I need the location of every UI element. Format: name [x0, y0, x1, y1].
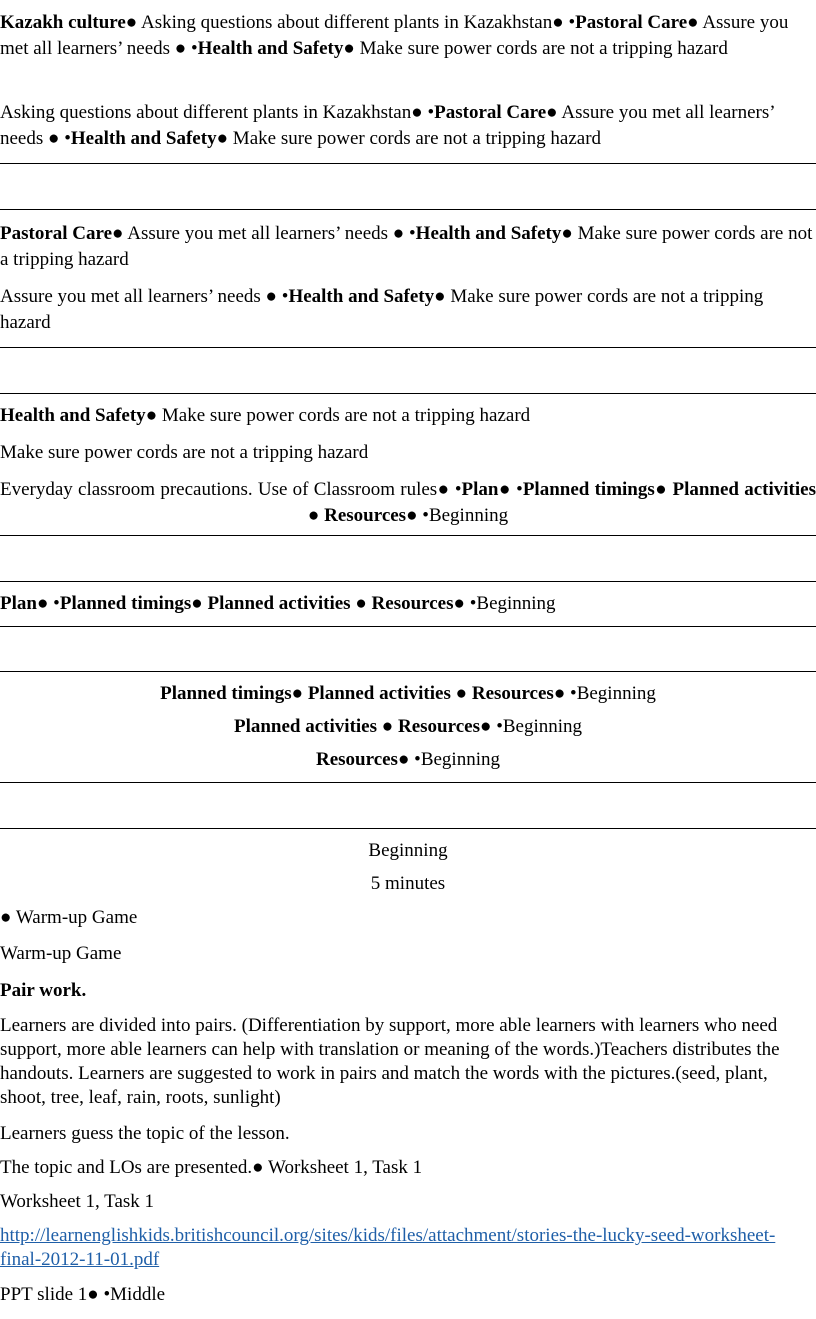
- text-run: ●: [307, 505, 325, 526]
- topic-presented-text: The topic and LOs are presented.● Worksheet 1, Task 1: [0, 1157, 423, 1178]
- pair-work-heading: Pair work.: [0, 980, 87, 1001]
- text-run: ● •Beginning: [453, 593, 556, 614]
- text-run: ● Make sure power cords are not a tripping hazard: [343, 38, 728, 59]
- divider: [0, 393, 816, 394]
- text-run: ● •: [36, 593, 60, 614]
- text-run: ●: [191, 593, 208, 614]
- worksheet-label: Worksheet 1, Task 1: [0, 1191, 155, 1212]
- paragraph-planned-timings: [0, 681, 816, 707]
- bold-label: Planned activities: [233, 716, 378, 737]
- divider: [0, 209, 816, 210]
- divider: [0, 535, 816, 536]
- bold-label: Pastoral Care: [434, 102, 547, 123]
- bold-label: Planned timings: [160, 683, 292, 704]
- text-run: ●: [350, 593, 372, 614]
- bold-label: Health and Safety: [288, 286, 435, 307]
- text-run: ●: [450, 683, 472, 704]
- bold-label: Kazakh culture: [0, 12, 126, 33]
- text-run: ● •Beginning: [553, 683, 656, 704]
- pair-work-description: Learners are divided into pairs. (Differentiation by support, more able learners with learners who need support, more able learners can help with translation or meaning of the words.)Teachers distributes the handouts. Learners are suggested to work in pairs and match the words with the pictures.(seed, plant, shoot, tree, leaf, rain, roots, sunlight): [0, 1015, 780, 1108]
- bold-label: Resources: [315, 749, 398, 770]
- text-run: ● •Beginning: [406, 505, 509, 526]
- bold-label: Planned activities: [672, 479, 816, 500]
- text-run: ● Make sure power cords are not a tripping hazard: [145, 405, 531, 426]
- text-run: ● Asking questions about different plants in Kazakhstan● •: [125, 12, 576, 33]
- paragraph-plants-questions: [0, 100, 816, 152]
- bold-label: Planned activities: [307, 683, 451, 704]
- bold-label: Resources: [324, 505, 407, 526]
- bold-label: Plan: [0, 593, 37, 614]
- paragraph-learners-needs: [0, 284, 816, 336]
- divider: [0, 671, 816, 672]
- ppt-slide-text: PPT slide 1● •Middle: [0, 1284, 166, 1305]
- text-run: Assure you met all learners’ needs ● •: [0, 286, 289, 307]
- bold-label: Pastoral Care: [0, 223, 113, 244]
- bold-label: Health and Safety: [0, 405, 146, 426]
- text-run: ● Assure you met all learners’ needs ● •: [0, 12, 789, 59]
- text-run: ●: [654, 479, 673, 500]
- text-run: ● •Beginning: [479, 716, 583, 737]
- guess-topic-text: Learners guess the topic of the lesson.: [0, 1123, 290, 1144]
- paragraph-power-cords: Make sure power cords are not a tripping hazard: [0, 442, 369, 463]
- paragraph-planned-activities: [0, 714, 816, 740]
- divider: [0, 626, 816, 627]
- bold-label: Health and Safety: [415, 223, 562, 244]
- worksheet-link-paragraph: [0, 1224, 816, 1272]
- divider: [0, 581, 816, 582]
- bold-label: Health and Safety: [197, 38, 344, 59]
- bold-label: Resources: [371, 593, 454, 614]
- text-run: ● •Beginning: [397, 749, 500, 770]
- paragraph-pastoral-care: [0, 221, 816, 273]
- text-run: Asking questions about different plants in Kazakhstan● •: [0, 102, 435, 123]
- activity-warm-up: Warm-up Game: [0, 943, 122, 964]
- paragraph-kazakh-culture: [0, 10, 816, 62]
- text-run: ● Assure you met all learners’ needs ● •: [0, 102, 775, 149]
- paragraph-resources: [0, 747, 816, 773]
- text-run: ● •: [498, 479, 523, 500]
- paragraph-plan: [0, 591, 816, 617]
- activity-warm-up-bullet: ● Warm-up Game: [0, 907, 138, 928]
- bold-label: Plan: [461, 479, 499, 500]
- bold-label: Planned activities: [207, 593, 351, 614]
- worksheet-link[interactable]: http://learnenglishkids.britishcouncil.org/sites/kids/files/attachment/stories-the-lucky-seed-worksheet-final-2012-11-01.pdf: [0, 1225, 776, 1270]
- divider: [0, 782, 816, 783]
- divider: [0, 347, 816, 348]
- text-run: ● Make sure power cords are not a tripping hazard: [216, 128, 602, 149]
- text-run: ● Make sure power cords are not a tripping hazard: [0, 286, 764, 333]
- bold-label: Planned timings: [59, 593, 192, 614]
- text-run: Everyday classroom precautions. Use of Classroom rules● •: [0, 479, 462, 500]
- timing-label: 5 minutes: [370, 873, 446, 894]
- bold-label: Resources: [471, 683, 554, 704]
- bold-label: Resources: [398, 716, 480, 737]
- paragraph-classroom-precautions: [0, 477, 816, 529]
- bold-label: Pastoral Care: [575, 12, 688, 33]
- text-run: ●: [377, 716, 398, 737]
- bold-label: Health and Safety: [70, 128, 217, 149]
- bold-label: Planned timings: [522, 479, 655, 500]
- divider: [0, 828, 816, 829]
- text-run: ● Assure you met all learners’ needs ● •: [112, 223, 416, 244]
- paragraph-health-safety: [0, 403, 816, 429]
- text-run: ●: [291, 683, 308, 704]
- stage-beginning: Beginning: [368, 840, 448, 861]
- text-run: ● Make sure power cords are not a tripping hazard: [0, 223, 813, 270]
- divider: [0, 163, 816, 164]
